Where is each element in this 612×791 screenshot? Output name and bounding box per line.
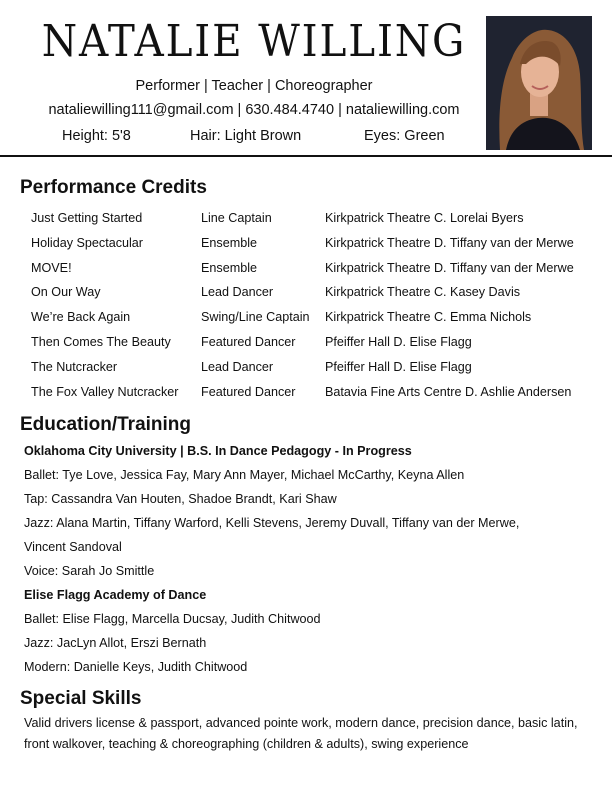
credit-row: [31, 235, 606, 260]
credit-show: Holiday Spectacular: [31, 235, 144, 250]
credit-role: Ensemble: [201, 235, 258, 250]
contact-line: nataliewilling111@gmail.com | 630.484.4740 | nataliewilling.com: [48, 102, 460, 118]
credit-role: Lead Dancer: [201, 359, 274, 374]
credit-show: On Our Way: [31, 285, 101, 300]
credit-venue: Kirkpatrick Theatre C. Emma Nichols: [325, 310, 532, 325]
training-line: Tap: Cassandra Van Houten, Shadoe Brandt, Kari Shaw: [24, 492, 337, 506]
eyes-attribute: Eyes: Green: [364, 128, 445, 144]
performance-credits-table: [31, 210, 606, 408]
credit-show: MOVE!: [31, 260, 72, 275]
roles-line: Performer | Teacher | Choreographer: [135, 78, 373, 94]
credit-role: Swing/Line Captain: [201, 310, 310, 325]
applicant-name: NATALIE WILLING: [41, 16, 467, 67]
hair-attribute: Hair: Light Brown: [190, 128, 302, 144]
education-list: [24, 443, 604, 683]
credit-show: The Fox Valley Nutcracker: [31, 384, 179, 399]
credit-venue: Pfeiffer Hall D. Elise Flagg: [325, 334, 472, 349]
credit-show: Just Getting Started: [31, 211, 143, 225]
credit-role: Featured Dancer: [201, 384, 296, 399]
credit-row: [31, 210, 606, 235]
credit-venue: Kirkpatrick Theatre C. Lorelai Byers: [325, 211, 524, 225]
special-skills-heading: Special Skills: [20, 688, 142, 709]
credit-venue: Pfeiffer Hall D. Elise Flagg: [325, 359, 472, 374]
performance-credits-heading: Performance Credits: [20, 177, 207, 198]
headshot-photo: [486, 16, 592, 150]
training-line: Jazz: JacLyn Allot, Erszi Bernath: [24, 636, 207, 650]
credit-role: Ensemble: [201, 260, 258, 275]
header-divider: [0, 155, 612, 157]
height-attribute: Height: 5'8: [62, 128, 131, 144]
credit-role: Lead Dancer: [201, 285, 274, 300]
credit-show: Then Comes The Beauty: [31, 334, 171, 349]
credit-row: [31, 359, 606, 384]
training-line: Ballet: Elise Flagg, Marcella Ducsay, Judith Chitwood: [24, 612, 321, 626]
training-line: Modern: Danielle Keys, Judith Chitwood: [24, 660, 248, 674]
credit-show: We’re Back Again: [31, 310, 131, 325]
credit-row: [31, 334, 606, 359]
credit-row: [31, 260, 606, 285]
credit-row: [31, 309, 606, 334]
training-line: Voice: Sarah Jo Smittle: [24, 564, 155, 578]
credit-role: Line Captain: [201, 211, 272, 225]
credit-row: [31, 384, 606, 409]
credit-venue: Kirkpatrick Theatre D. Tiffany van der Merwe: [325, 260, 574, 275]
school-name: Oklahoma City University | B.S. In Dance Pedagogy - In Progress: [24, 444, 412, 458]
credit-row: [31, 284, 606, 309]
training-line: Vincent Sandoval: [24, 540, 122, 554]
credit-show: The Nutcracker: [31, 359, 118, 374]
school-name: Elise Flagg Academy of Dance: [24, 588, 207, 602]
education-training-heading: Education/Training: [20, 414, 192, 435]
training-line: Ballet: Tye Love, Jessica Fay, Mary Ann Mayer, Michael McCarthy, Keyna Allen: [24, 468, 465, 482]
training-line: Jazz: Alana Martin, Tiffany Warford, Kelli Stevens, Jeremy Duvall, Tiffany van der Merwe,: [24, 516, 520, 530]
headshot-illustration: [486, 16, 592, 150]
credit-role: Featured Dancer: [201, 334, 296, 349]
special-skills-text: Valid drivers license & passport, advanced pointe work, modern dance, precision dance, basic latin, front walkover, teaching & choreographing (children & adults), swing experience: [24, 716, 578, 751]
credit-venue: Kirkpatrick Theatre D. Tiffany van der Merwe: [325, 235, 574, 250]
credit-venue: Kirkpatrick Theatre C. Kasey Davis: [325, 285, 521, 300]
credit-venue: Batavia Fine Arts Centre D. Ashlie Andersen: [325, 384, 572, 399]
